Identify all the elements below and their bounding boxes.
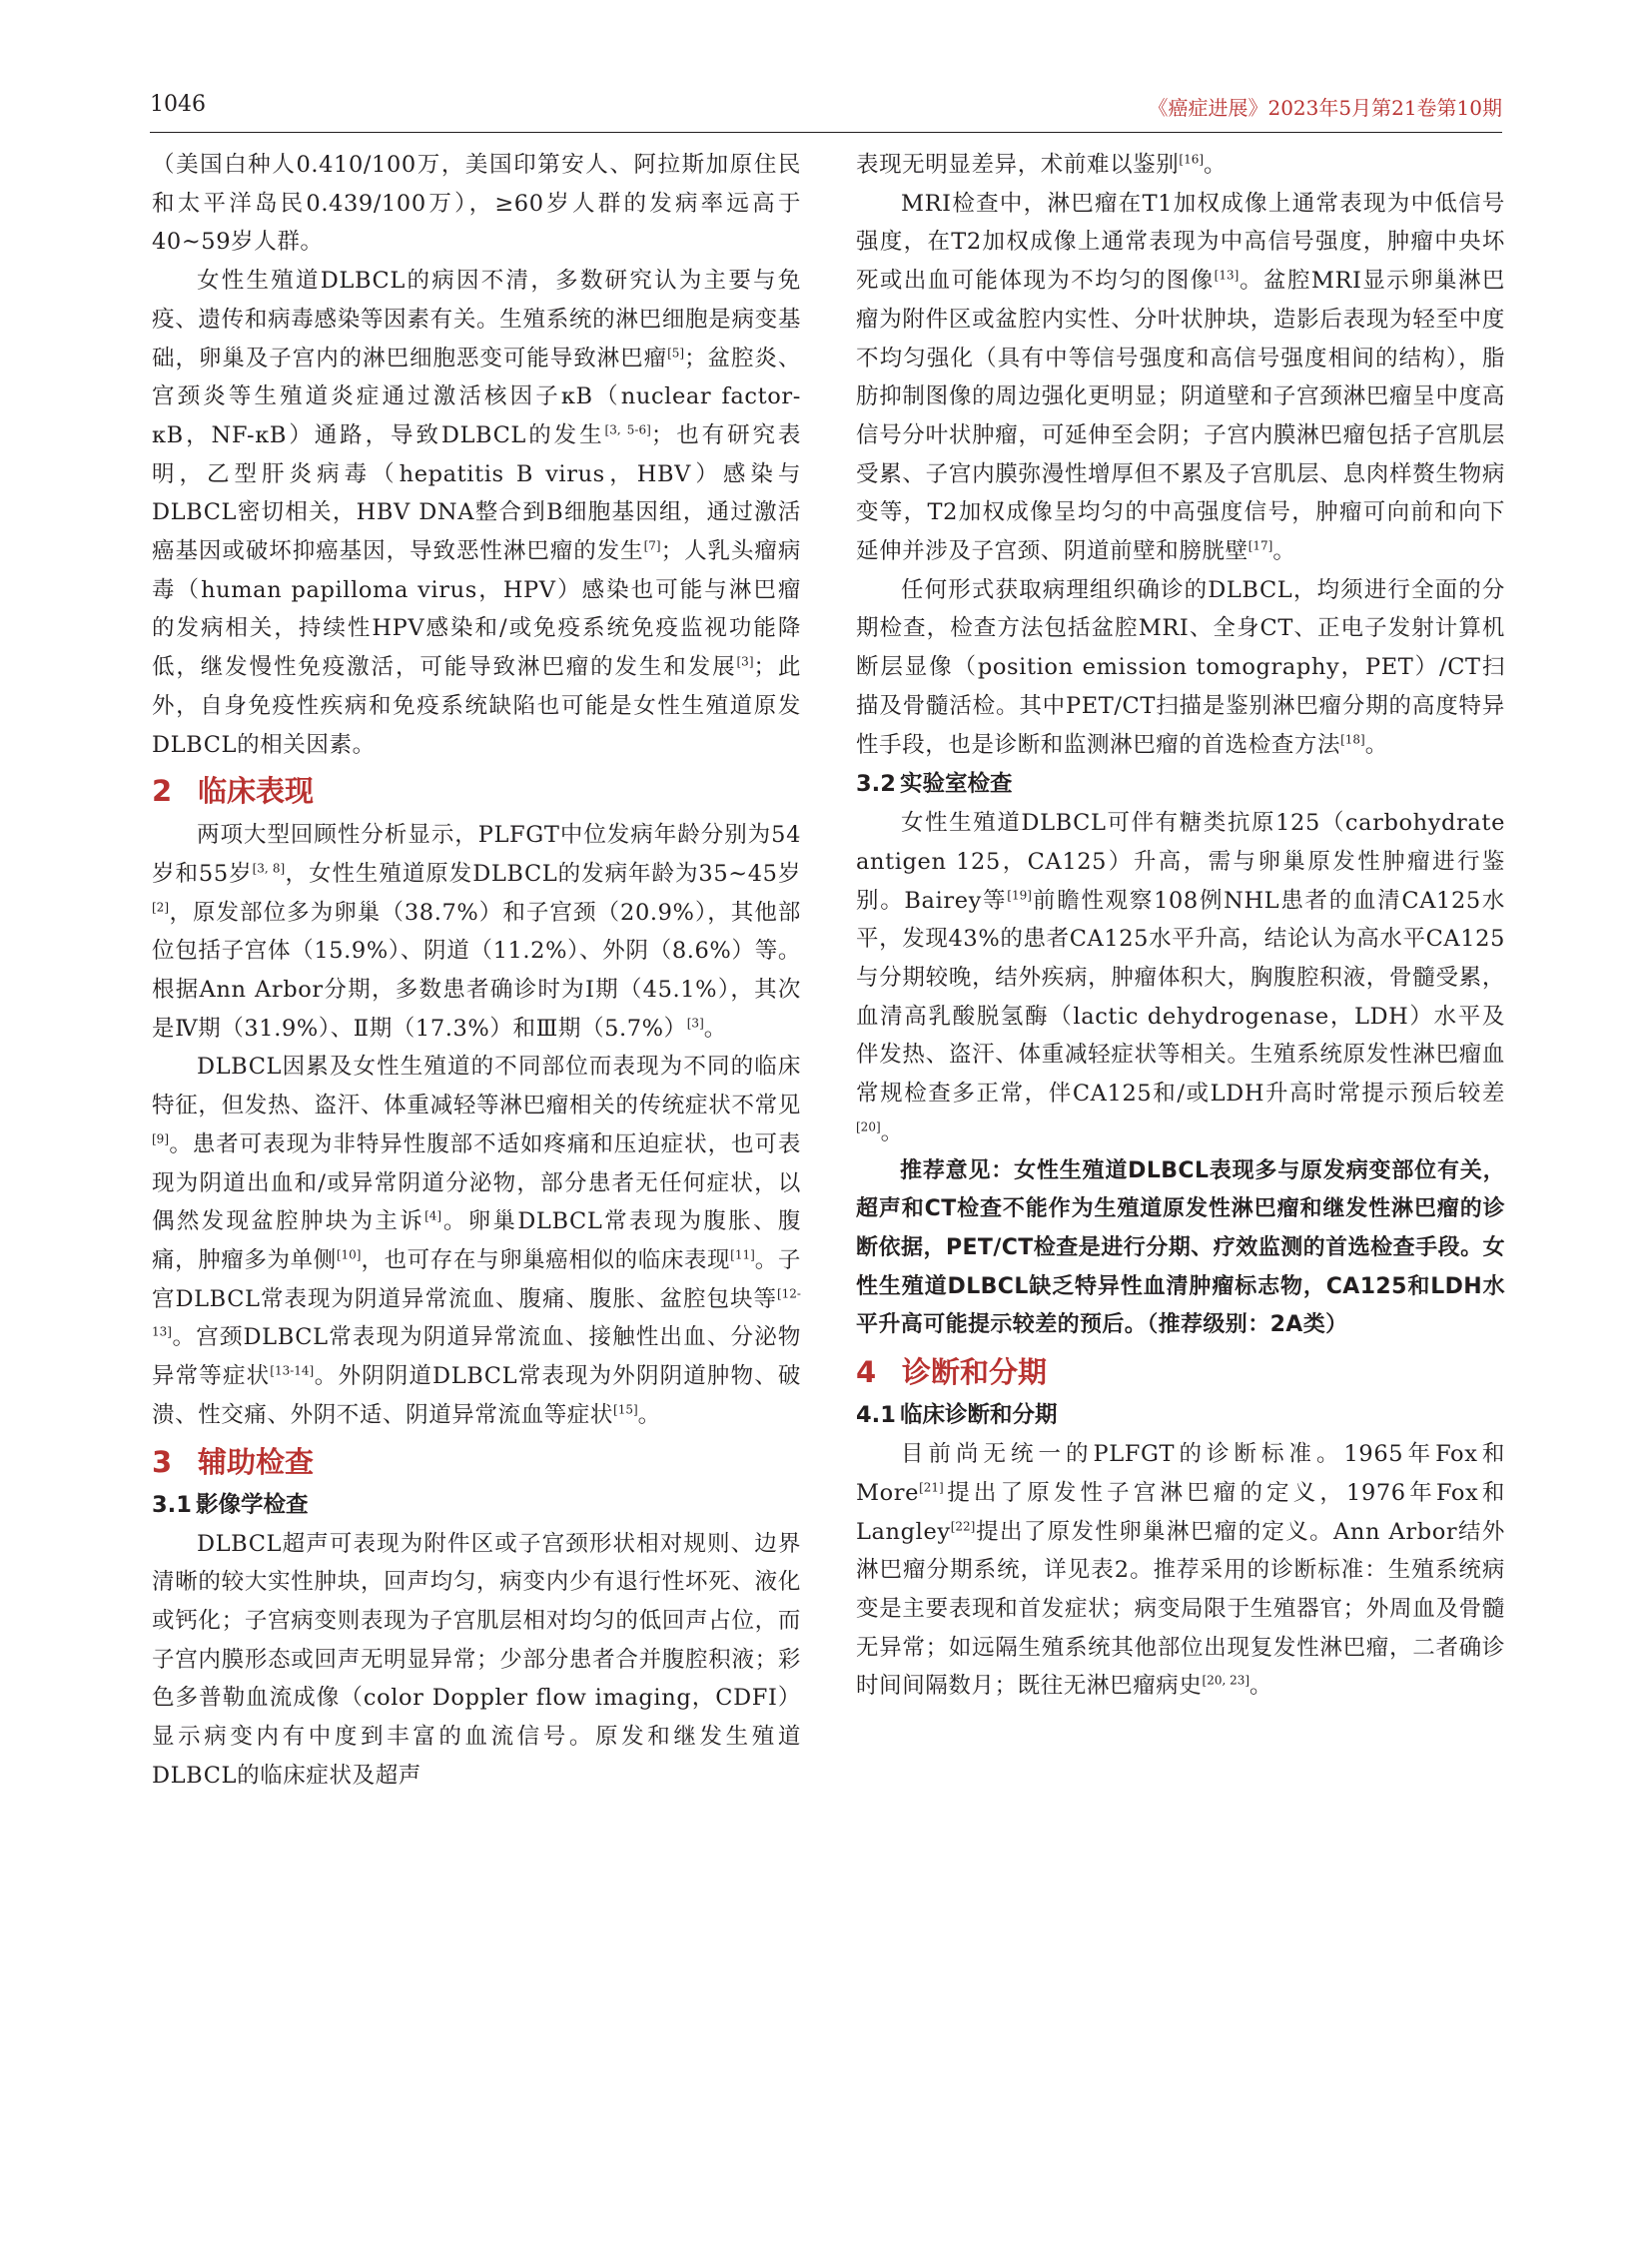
citation-ref: [11] xyxy=(730,1247,755,1262)
paragraph-clinical-stats: 两项大型回顾性分析显示，PLFGT中位发病年龄分别为54岁和55岁[3, 8]，女性生殖道原发DLBCL的发病年龄为35~45岁[2]，原发部位多为卵巢（38.7%）和子宫颈（20.9%），其他部位包括子宫体（15.9%）、阴道（11.2%）、外阴（8.6%）等。根据Ann Arbor分期，多数患者确诊时为Ⅰ期（45.1%），其次是Ⅳ期（31.9%）、Ⅱ期（17.3%）和Ⅲ期（5.7%）[3]。 xyxy=(152,822,801,1042)
citation-ref: [3] xyxy=(736,654,754,669)
running-header xyxy=(150,90,1502,133)
paragraph-clinical-symptoms: DLBCL因累及女性生殖道的不同部位而表现为不同的临床特征，但发热、盗汗、体重减轻等淋巴瘤相关的传统症状不常见[9]。患者可表现为非特异性腹部不适如疼痛和压迫症状，也可表现为阴道出血和/或异常阴道分泌物，部分患者无任何症状，以偶然发现盆腔肿块为主诉[4]。卵巢DLBCL常表现为腹胀、腹痛，肿瘤多为单侧[10]，也可存在与卵巢癌相似的临床表现[11]。子宫DLBCL常表现为阴道异常流血、腹痛、腹胀、盆腔包块等[12-13]。宫颈DLBCL常表现为阴道异常流血、接触性出血、分泌物异常等症状[13-14]。外阴阴道DLBCL常表现为外阴阴道肿物、破溃、性交痛、外阴不适、阴道异常流血等症状[15]。 xyxy=(152,1054,801,1428)
paragraph-ultrasound-continued: 表现无明显差异，术前难以鉴别[16]。 xyxy=(856,152,1228,178)
section-heading-auxiliary: 3 辅助检查 xyxy=(152,1444,315,1479)
paragraph-mri: MRI检查中，淋巴瘤在T1加权成像上通常表现为中低信号强度，在T2加权成像上通常表现为中高信号强度，肿瘤中央坏死或出血可能体现为不均匀的图像[13]。盆腔MRI显示卵巢淋巴瘤为附件区或盆腔内实性、分叶状肿块，造影后表现为轻至中度不均匀强化（具有中等信号强度和高信号强度相间的结构），脂肪抑制图像的周边强化更明显；阴道壁和子宫颈淋巴瘤呈中度高信号分叶状肿瘤，可延伸至会阴；子宫内膜淋巴瘤包括子宫肌层受累、子宫内膜弥漫性增厚但不累及子宫肌层、息肉样赘生物病变等，T2加权成像呈均匀的中高强度信号，肿瘤可向前和向下延伸并涉及子宫颈、阴道前壁和膀胱壁[17]。 xyxy=(856,190,1505,565)
paragraph-etiology: 女性生殖道DLBCL的病因不清，多数研究认为主要与免疫、遗传和病毒感染等因素有关。生殖系统的淋巴细胞是病变基础，卵巢及子宫内的淋巴细胞恶变可能导致淋巴瘤[5]；盆腔炎、宫颈炎等生殖道炎症通过激活核因子κB（nuclear factor-κB，NF-κB）通路，导致DLBCL的发生[3, 5-6]；也有研究表明，乙型肝炎病毒（hepatitis B virus，HBV）感染与DLBCL密切相关，HBV DNA整合到B细胞基因组，通过激活癌基因或破坏抑癌基因，导致恶性淋巴瘤的发生[7]；人乳头瘤病毒（human papilloma virus，HPV）感染也可能与淋巴瘤的发病相关，持续性HPV感染和/或免疫系统免疫监视功能降低，继发慢性免疫激活，可能导致淋巴瘤的发生和发展[3]；此外，自身免疫性疾病和免疫系统缺陷也可能是女性生殖道原发DLBCL的相关因素。 xyxy=(152,268,802,758)
citation-ref: [20] xyxy=(856,1120,881,1134)
subsection-heading-lab: 3.2 实验室检查 xyxy=(856,771,1013,798)
citation-ref: [21] xyxy=(919,1480,944,1495)
citation-ref: [5] xyxy=(667,346,685,361)
citation-ref: [13] xyxy=(1214,268,1239,283)
journal-citation: 《癌症进展》2023年5月第21卷第10期 xyxy=(1148,96,1502,120)
paragraph-lab: 女性生殖道DLBCL可伴有糖类抗原125（carbohydrate antigen 125，CA125）升高，需与卵巢原发性肿瘤进行鉴别。Bairey等[19]前瞻性观察108例NHL患者的血清CA125水平，发现43%的患者CA125水平升高，结论认为高水平CA125与分期较晚，结外疾病，肿瘤体积大，胸腹腔积液，骨髓受累，血清高乳酸脱氢酶（lactic dehydrogenase，LDH）水平及伴发热、盗汗、体重减轻症状等相关。生殖系统原发性淋巴瘤血常规检查多正常，伴CA125和/或LDH升高时常提示预后较差[20]。 xyxy=(856,810,1505,1145)
paragraph-diagnosis: 目前尚无统一的PLFGT的诊断标准。1965年Fox和More[21]提出了原发性子宫淋巴瘤的定义，1976年Fox和Langley[22]提出了原发性卵巢淋巴瘤的定义。Ann Arbor结外淋巴瘤分期系统，详见表2。推荐采用的诊断标准：生殖系统病变是主要表现和首发症状；病变局限于生殖器官；外周血及骨髓无异常；如远隔生殖系统其他部位出现复发性淋巴瘤，二者确诊时间间隔数月；既往无淋巴瘤病史[20, 23]。 xyxy=(856,1441,1505,1700)
citation-ref: [9] xyxy=(152,1131,169,1146)
citation-ref: [10] xyxy=(336,1247,362,1262)
citation-ref: [2] xyxy=(152,900,169,915)
recommendation-box: 推荐意见：女性生殖道DLBCL表现多与原发病变部位有关，超声和CT检查不能作为生殖道原发性淋巴瘤和继发性淋巴瘤的诊断依据，PET/CT检查是进行分期、疗效监测的首选检查手段。女性生殖道DLBCL缺乏特异性血清肿瘤标志物，CA125和LDH水平升高可能提示较差的预后。（推荐级别：2A类） xyxy=(856,1157,1505,1338)
left-column xyxy=(152,146,801,1795)
citation-ref: [3, 8] xyxy=(252,861,286,876)
citation-ref: [12-13] xyxy=(152,1286,801,1339)
citation-ref: [3, 5-6] xyxy=(604,422,651,437)
citation-ref: [3] xyxy=(686,1016,704,1031)
paragraph-incidence-continued: （美国白种人0.410/100万，美国印第安人、阿拉斯加原住民和太平洋岛民0.439/100万），≥60岁人群的发病率远高于40~59岁人群。 xyxy=(152,152,801,256)
section-heading-clinical: 2 临床表现 xyxy=(152,774,315,809)
page-number: 1046 xyxy=(150,92,206,117)
citation-ref: [16] xyxy=(1179,152,1205,167)
citation-ref: [4] xyxy=(424,1208,442,1223)
citation-ref: [17] xyxy=(1247,538,1273,553)
subsection-heading-clinical-diagnosis: 4.1 临床诊断和分期 xyxy=(856,1402,1058,1429)
citation-ref: [15] xyxy=(613,1402,638,1417)
citation-ref: [19] xyxy=(1007,888,1032,903)
citation-ref: [18] xyxy=(1340,732,1365,747)
section-heading-diagnosis: 4 诊断和分期 xyxy=(856,1355,1048,1390)
paragraph-ultrasound: DLBCL超声可表现为附件区或子宫颈形状相对规则、边界清晰的较大实性肿块，回声均匀，病变内少有退行性坏死、液化或钙化；子宫病变则表现为子宫肌层相对均匀的低回声占位，而子宫内膜形态或回声无明显异常；少部分患者合并腹腔积液；彩色多普勒血流成像（color Doppler flow imaging，CDFI）显示病变内有中度到丰富的血流信号。原发和继发生殖道DLBCL的临床症状及超声 xyxy=(152,1530,801,1789)
citation-ref: [7] xyxy=(643,538,661,553)
paragraph-staging: 任何形式获取病理组织确诊的DLBCL，均须进行全面的分期检查，检查方法包括盆腔MRI、全身CT、正电子发射计算机断层显像（position emission tomography，PET）/CT扫描及骨髓活检。其中PET/CT扫描是鉴别淋巴瘤分期的高度特异性手段，也是诊断和监测淋巴瘤的首选检查方法[18]。 xyxy=(856,576,1505,758)
citation-ref: [13-14] xyxy=(270,1363,315,1378)
right-column xyxy=(856,146,1505,1706)
subsection-heading-imaging: 3.1 影像学检查 xyxy=(152,1491,309,1518)
citation-ref: [20, 23] xyxy=(1202,1673,1250,1688)
citation-ref: [22] xyxy=(950,1519,976,1533)
